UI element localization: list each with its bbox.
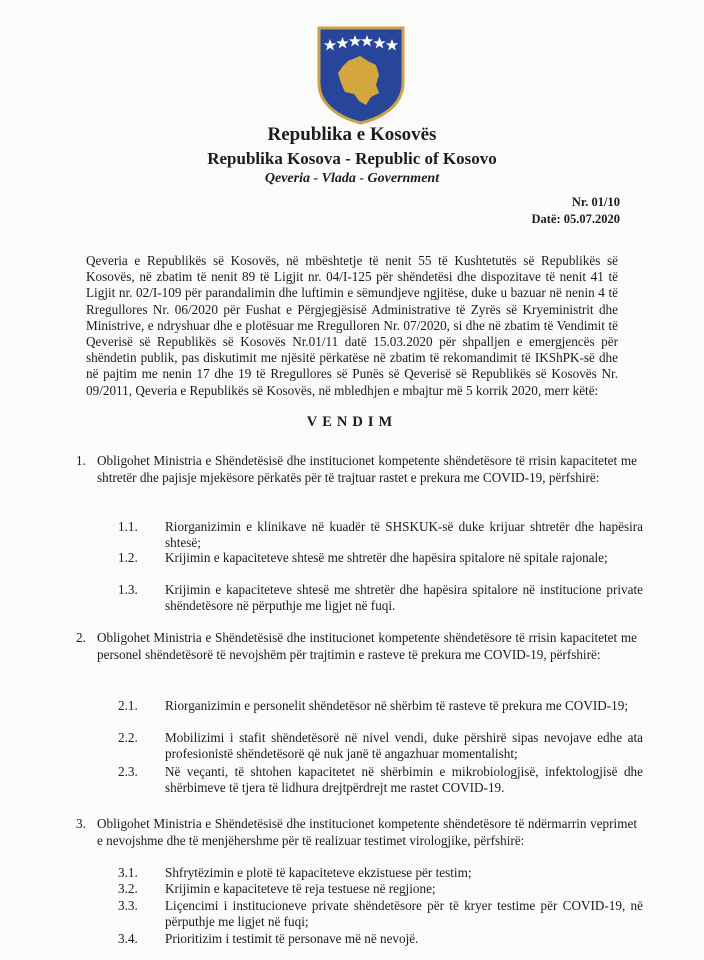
sub-item-text: Liçencimi i institucioneve private shëndetësore për të kryer testime për COVID-19, në përputhje me ligjet në fuqi; [165,898,643,929]
sub-item-number: 2.2. [118,730,138,745]
sub-item-number: 3.4. [118,931,138,946]
article-number: 1. [76,453,86,468]
decision-title: VENDIM [306,414,398,430]
sub-item-text: Krijimin e kapaciteteve të reja testuese në regjione; [165,881,436,896]
kosovo-coat-of-arms-icon [316,25,406,125]
article-text: Obligohet Ministria e Shëndetësisë dhe institucionet kompetente shëndetësore të ndërmarrin veprimet e nevojshme dhe të menjëhershme për të realizuar testimet virologjike, përfshirë: [97,816,637,848]
sub-item-text: Krijimin e kapaciteteve shtesë me shtretër dhe hapësira spitalore në spitale rajonale; [165,550,608,565]
document-date: Datë: 05.07.2020 [531,212,620,226]
sub-item-number: 1.2. [118,550,138,565]
document-number: Nr. 01/10 [571,195,620,209]
article-text: Obligohet Ministria e Shëndetësisë dhe institucionet kompetente shëndetësore të rrisin kapacitetet me personel shëndetësorë të nevojshëm për trajtimin e rasteve të prekura me COVID-19, përfshirë: [97,630,637,662]
sub-item-text: Prioritizim i testimit të personave më në nevojë. [165,931,419,946]
sub-item-text: Krijimin e kapaciteteve shtesë me shtretër dhe hapësira spitalore në institucione private shëndetësore në përputhje me ligjet në fuqi. [165,582,643,613]
government-subtitle: Qeveria - Vlada - Government [264,171,440,186]
sub-item-number: 1.1. [118,519,138,534]
article-number: 3. [76,816,86,831]
sub-item-number: 3.3. [118,898,138,913]
sub-item-text: Mobilizimi i stafit shëndetësorë në nivel vendi, duke përshirë sipas nevojave edhe ata profesionistë shëndetësorë që nuk janë të angazhuar momentalisht; [165,730,643,761]
sub-item-number: 2.3. [118,764,138,779]
republic-title-multilingual: Republika Kosova - Republic of Kosovo [207,149,497,168]
sub-item-text: Riorganizimin e klinikave në kuadër të SHSKUK-së duke krijuar shtretër dhe hapësira shtesë; [165,519,643,550]
sub-item-number: 1.3. [118,582,138,597]
article-text: Obligohet Ministria e Shëndetësisë dhe institucionet kompetente shëndetësore të rrisin kapacitetet me shtretër dhe pajisje mjekësore përkatës për të trajtuar rastet e prekura me COVID-19, përfshirë: [97,453,637,485]
preamble-paragraph: Qeveria e Republikës së Kosovës, në mbështetje të nenit 55 të Kushtetutës së Republikës së Kosovës, në zbatim të nenit 89 të Ligjit nr. 04/I-125 për shëndetësi dhe dispozitave të nenit 41 të Ligjit nr. 02/I-109 për parandalimin dhe luftimin e sëmundjeve ngjitëse, duke u bazuar në nenin 4 të Rregullores Nr. 06/2020 për Fushat e Përgjegjësisë Administrative të Zyrës së Kryeministrit dhe Ministrive, e ndryshuar dhe e plotësuar me Rregulloren Nr. 07/2020, si dhe në zbatim të Vendimit të Qeverisë së Republikës së Kosovës Nr.01/11 datë 15.03.2020 për shpalljen e emergjencës për shëndetin publik, pas diskutimit me njësitë përkatëse në zbatim të rekomandimit të IKShPK-së dhe në pajtim me nenin 17 dhe 19 të Rregullores së Punës së Qeverisë së Republikës së Kosovës Nr. 09/2011, Qeveria e Republikës së Kosovës, në mbledhjen e mbajtur më 5 korrik 2020, merr këtë: [86,253,618,398]
sub-item-number: 2.1. [118,698,138,713]
article-number: 2. [76,630,86,645]
sub-item-text: Shfrytëzimin e plotë të kapaciteteve ekzistuese për testim; [165,865,472,880]
republic-title: Republika e Kosovës [267,124,437,145]
sub-item-number: 3.2. [118,881,138,896]
sub-item-text: Riorganizimin e personelit shëndetësor në shërbim të rasteve të prekura me COVID-19; [165,698,629,713]
sub-item-number: 3.1. [118,865,138,880]
sub-item-text: Në veçanti, të shtohen kapacitetet në shërbimin e mikrobiologjisë, infektologjisë dhe shërbimeve të tjera të lidhura drejtpërdrejt me rastet COVID-19. [165,764,643,795]
